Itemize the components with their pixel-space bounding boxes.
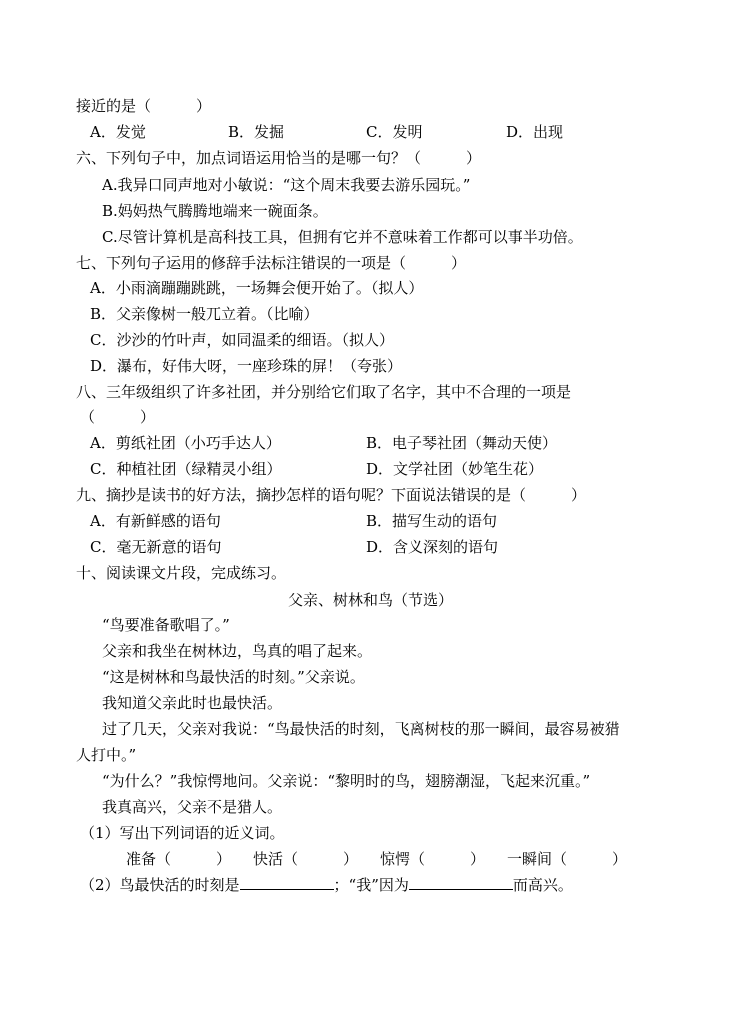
q9-option-a: A．有新鲜感的语句 [90, 512, 221, 530]
passage-paragraph: “为什么？”我惊愕地问。父亲说：“黎明时的鸟，翅膀潮湿，飞起来沉重。” [102, 772, 591, 790]
q6-option-b: B.妈妈热气腾腾地端来一碗面条。 [102, 202, 328, 220]
q7-option-d: D．瀑布，好伟大呀，一座珍珠的屏！（夸张） [90, 357, 403, 375]
sub-question-2 [80, 875, 573, 895]
passage-paragraph: “鸟要准备歌唱了。” [102, 616, 230, 634]
sub-question-2-part-a: （2）鸟最快活的时刻是 [80, 876, 240, 894]
q8-option-d: D．文学社团（妙笔生花） [366, 460, 544, 478]
sub-question-2-part-c: 而高兴。 [512, 876, 573, 894]
q5-option-b: B．发掘 [228, 123, 285, 141]
q5-stem-tail: 接近的是（ ） [76, 97, 212, 115]
q7-option-a: A．小雨滴蹦蹦跳跳，一场舞会便开始了。（拟人） [90, 279, 424, 297]
q8-title: 八、三年级组织了许多社团，并分别给它们取了名字，其中不合理的一项是 [76, 383, 572, 401]
passage-paragraph: 我真高兴，父亲不是猎人。 [102, 798, 283, 816]
sub-question-1-label: （1）写出下列词语的近义词。 [80, 824, 285, 842]
passage-paragraph: 父亲和我坐在树林边，鸟真的唱了起来。 [102, 642, 373, 660]
sub-question-2-part-b: ；“我”因为 [333, 876, 409, 894]
synonym-item-jinge: 惊愕（ ） [380, 850, 486, 868]
q9-option-b: B．描写生动的语句 [366, 512, 498, 530]
q9-option-c: C．毫无新意的语句 [90, 538, 222, 556]
passage-title: 父亲、树林和鸟（节选） [287, 591, 453, 609]
passage-paragraph: 过了几天，父亲对我说：“鸟最快活的时刻，飞离树枝的那一瞬间，最容易被猎 [102, 720, 620, 738]
q6-option-a: A.我异口同声地对小敏说：“这个周末我要去游乐园玩。” [102, 176, 471, 194]
q5-option-c: C．发明 [366, 123, 423, 141]
q7-title: 七、下列句子运用的修辞手法标注错误的一项是（ ） [76, 254, 467, 272]
q8-option-b: B．电子琴社团（舞动天使） [366, 434, 558, 452]
passage-paragraph: “这是树林和鸟最快活的时刻。”父亲说。 [102, 668, 365, 686]
q6-option-c: C.尽管计算机是高科技工具，但拥有它并不意味着工作都可以事半功倍。 [102, 228, 583, 246]
q5-option-a: A．发觉 [90, 123, 146, 141]
q7-option-c: C．沙沙的竹叶声，如同温柔的细语。（拟人） [90, 331, 394, 349]
q6-title: 六、下列句子中，加点词语运用恰当的是哪一句？（ ） [76, 149, 482, 167]
synonym-item-zhunbei: 准备（ ） [126, 850, 232, 868]
q7-option-b: B．父亲像树一般兀立着。（比喻） [90, 305, 319, 323]
answer-blank-1[interactable] [240, 875, 334, 890]
q10-title: 十、阅读课文片段，完成练习。 [76, 564, 287, 582]
q8-option-a: A．剪纸社团（小巧手达人） [90, 434, 281, 452]
synonym-item-yishunjian: 一瞬间（ ） [507, 850, 628, 868]
synonym-item-kuaihuo: 快活（ ） [253, 850, 359, 868]
answer-blank-2[interactable] [409, 875, 513, 890]
passage-paragraph: 我知道父亲此时也最快活。 [102, 694, 283, 712]
q8-answer-paren: （ ） [80, 408, 156, 426]
passage-paragraph-continued: 人打中。” [76, 746, 137, 764]
q5-option-d: D．出现 [506, 123, 564, 141]
q9-option-d: D．含义深刻的语句 [366, 538, 499, 556]
q8-option-c: C．种植社团（绿精灵小组） [90, 460, 282, 478]
q9-title: 九、摘抄是读书的好方法，摘抄怎样的语句呢？下面说法错误的是（ ） [76, 486, 587, 504]
